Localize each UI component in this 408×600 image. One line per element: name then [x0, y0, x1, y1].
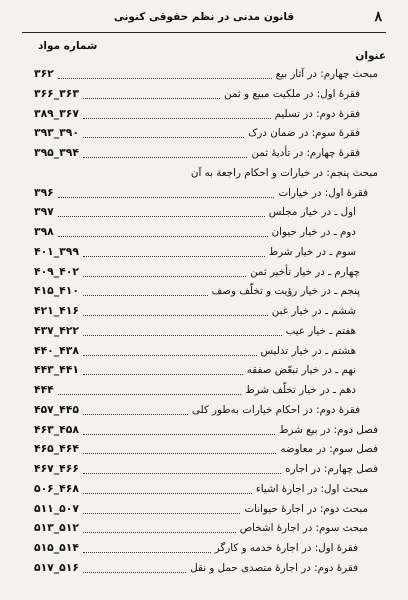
- dot-leader: [83, 315, 268, 316]
- toc-row: [28, 145, 378, 165]
- dot-leader: [83, 335, 282, 336]
- toc-entry-number: ۴۳۷_۴۲۲: [34, 323, 79, 337]
- toc-row: [28, 66, 378, 86]
- toc-entry-number: ۴۰۱_۳۹۹: [34, 244, 79, 258]
- toc-entry-title: فصل سوم: در معاوضه: [280, 443, 378, 456]
- page-header: [22, 6, 386, 33]
- toc-row: [28, 224, 378, 244]
- toc-row: [28, 382, 378, 402]
- column-header-title: عنوان: [355, 50, 386, 62]
- toc-entry-number: ۴۶۳_۴۵۸: [34, 422, 79, 436]
- toc-entry-title: فصل دوم: در بیع شرط: [279, 423, 378, 436]
- dot-leader: [58, 394, 241, 395]
- toc-entry-number: ۴۶۵_۴۶۴: [34, 442, 79, 456]
- toc-entry-title: فقرهٔ چهارم: در تأدیهٔ ثمن: [251, 147, 360, 159]
- toc-row: [28, 303, 378, 323]
- toc-row: [28, 540, 378, 560]
- toc-entry-title: اول ـ در خیار مجلس: [268, 206, 356, 219]
- toc-entry-title: ششم ـ در خیار غبن: [271, 305, 356, 317]
- toc-entry-title: فقرهٔ سوم: در ضمان درک: [248, 127, 360, 140]
- toc-row: [28, 461, 378, 481]
- toc-entry-number: ۴۴۳_۴۴۱: [34, 363, 79, 377]
- dot-leader: [83, 295, 208, 296]
- toc-entry-number: ۵۱۷_۵۱۶: [34, 560, 79, 574]
- toc-entry-title: فقرهٔ دوم: در احکام خیارات به‌طور کلی: [191, 403, 360, 416]
- toc-row: [28, 343, 378, 363]
- dot-leader: [83, 453, 276, 454]
- toc-entry-title: مبحث اول: در اجارهٔ اشیاء: [255, 482, 368, 495]
- toc-entry-number: ۴۱۵_۴۱۰: [34, 284, 79, 298]
- toc-entry-number: ۳۹۸: [34, 225, 54, 238]
- toc-row: [28, 501, 378, 521]
- toc-entry-title: فقرهٔ اول: در اجارهٔ خدمه و کارگر: [214, 542, 358, 554]
- toc-entry-number: ۳۶۶_۳۶۳: [34, 86, 79, 100]
- toc-row: [28, 106, 378, 126]
- toc-entry-number: ۳۹۷: [34, 205, 54, 219]
- dot-leader: [83, 572, 186, 573]
- toc-entry-title: مبحث سوم: در اجارهٔ اشخاص: [239, 522, 368, 535]
- toc-entry-number: ۵۱۵_۵۱۴: [34, 541, 79, 554]
- dot-leader: [83, 137, 244, 138]
- column-headers: [30, 38, 386, 62]
- toc-entry-number: ۴۲۱_۴۱۶: [34, 304, 79, 317]
- toc-row: [28, 125, 378, 145]
- toc-row: [28, 422, 378, 442]
- toc-entry-number: ۵۱۱_۵۰۷: [34, 501, 79, 515]
- dot-leader: [83, 157, 247, 158]
- dot-leader: [83, 276, 246, 277]
- toc-entry-number: ۴۴۴: [34, 383, 54, 396]
- toc-entry-title: فقرهٔ اول: در ملکیت مبیع و ثمن: [224, 87, 360, 100]
- toc-row: [28, 441, 378, 461]
- dot-leader: [83, 493, 252, 494]
- toc-entry-title: پنجم ـ در خیار رؤیت و تخلّف وصف: [211, 285, 360, 298]
- toc-entry-number: ۴۶۷_۴۶۶: [34, 462, 79, 475]
- dot-leader: [83, 355, 257, 356]
- toc-entry-number: ۵۱۳_۵۱۲: [34, 521, 79, 535]
- toc-row: [28, 323, 378, 343]
- table-of-contents: [28, 66, 378, 580]
- toc-row: [28, 362, 378, 382]
- toc-row: [28, 402, 378, 422]
- dot-leader: [83, 552, 211, 553]
- toc-row: [28, 165, 378, 185]
- dot-leader: [58, 197, 274, 198]
- dot-leader: [58, 78, 272, 79]
- dot-leader: [83, 374, 243, 375]
- toc-entry-number: ۳۹۶: [34, 185, 54, 199]
- toc-row: [28, 283, 378, 303]
- page-number: ۸: [374, 9, 382, 25]
- column-header-number: شماره مواد: [38, 40, 98, 52]
- toc-entry-number: ۳۹۵_۳۹۴: [34, 146, 79, 159]
- dot-leader: [83, 434, 275, 435]
- dot-leader: [83, 513, 240, 514]
- toc-row: [28, 86, 378, 106]
- toc-row: [28, 244, 378, 264]
- toc-entry-title: دوم ـ در خیار حیوان: [271, 226, 356, 238]
- dot-leader: [83, 532, 236, 533]
- dot-leader: [58, 216, 265, 217]
- dot-leader: [83, 118, 271, 119]
- running-title: قانون مدنی در نظم حقوقی کنونی: [113, 11, 295, 23]
- toc-entry-number: ۳۹۳_۳۹۰: [34, 126, 79, 140]
- toc-entry-title: هشتم ـ در خیار تدلیس: [260, 344, 356, 357]
- toc-entry-title: مبحث چهارم: در آثار بیع: [275, 68, 378, 80]
- toc-entry-number: ۴۰۹_۴۰۲: [34, 264, 79, 278]
- toc-row: [28, 264, 378, 284]
- toc-entry-title: مبحث پنجم: در خیارات و احکام راجعة به آن: [190, 166, 378, 179]
- dot-leader: [58, 236, 268, 237]
- toc-entry-number: ۴۴۰_۴۳۸: [34, 343, 79, 357]
- dot-leader: [83, 98, 220, 99]
- toc-entry-title: فقرهٔ دوم: در اجارهٔ متصدی حمل و نقل: [190, 561, 358, 574]
- dot-leader: [83, 473, 281, 474]
- toc-entry-title: فصل چهارم: در اجاره: [285, 463, 378, 475]
- toc-entry-number: ۴۵۷_۴۴۵: [34, 402, 79, 416]
- toc-row: [28, 560, 378, 580]
- toc-entry-title: فقرهٔ دوم: در تسلیم: [274, 107, 360, 120]
- toc-entry-number: ۳۸۹_۳۶۷: [34, 106, 79, 120]
- toc-row: [28, 185, 378, 205]
- toc-entry-title: مبحث دوم: در اجارهٔ حیوانات: [244, 502, 368, 515]
- toc-entry-title: سوم ـ در خیار شرط: [268, 245, 356, 258]
- dot-leader: [83, 256, 265, 257]
- dot-leader: [83, 414, 188, 415]
- toc-row: [28, 481, 378, 501]
- toc-entry-title: فقرهٔ اول: در خیارات: [278, 186, 368, 199]
- toc-entry-title: نهم ـ در خیار تبعّض صفقه: [246, 364, 356, 377]
- toc-entry-title: دهم ـ در خیار تخلّف شرط: [245, 384, 356, 396]
- toc-entry-title: چهارم ـ در خیار تأخیر ثمن: [250, 265, 360, 278]
- toc-entry-number: ۵۰۶_۴۶۸: [34, 481, 79, 495]
- toc-row: [28, 204, 378, 224]
- toc-entry-title: هفتم ـ خیار عیب: [285, 324, 356, 337]
- toc-row: [28, 520, 378, 540]
- toc-entry-number: ۳۶۲: [34, 67, 54, 80]
